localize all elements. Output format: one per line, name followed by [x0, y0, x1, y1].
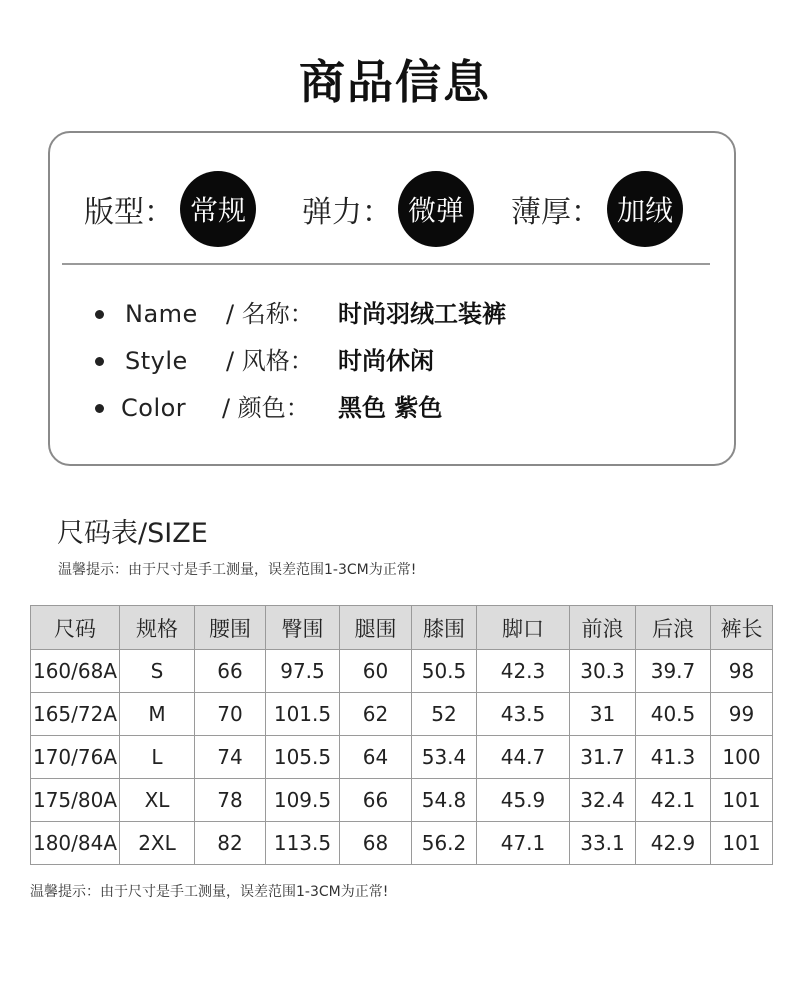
table-cell: 101 [711, 779, 773, 822]
table-cell: 82 [195, 822, 266, 865]
table-cell: 40.5 [636, 693, 711, 736]
table-header-row [31, 606, 773, 650]
table-cell: 60 [340, 650, 412, 693]
table-cell: 98 [711, 650, 773, 693]
table-cell: 101.5 [266, 693, 340, 736]
table-cell: 42.3 [477, 650, 570, 693]
table-row [31, 736, 773, 779]
table-cell: 180/84A [31, 822, 120, 865]
table-cell: 113.5 [266, 822, 340, 865]
spec-color-cn: / 颜色： [222, 394, 310, 422]
table-cell: 74 [195, 736, 266, 779]
table-cell: 42.9 [636, 822, 711, 865]
product-info-card [48, 131, 736, 466]
bullet-icon [95, 404, 104, 413]
attribute-row [50, 171, 734, 247]
table-cell: 39.7 [636, 650, 711, 693]
table-cell: 43.5 [477, 693, 570, 736]
table-row [31, 779, 773, 822]
table-cell: 64 [340, 736, 412, 779]
card-divider [62, 263, 710, 265]
attr-elasticity-badge: 微弹 [398, 171, 474, 247]
table-cell: M [120, 693, 195, 736]
table-cell: 70 [195, 693, 266, 736]
table-cell: 66 [340, 779, 412, 822]
table-cell: 105.5 [266, 736, 340, 779]
table-header-cell: 腿围 [340, 606, 412, 650]
table-cell: 41.3 [636, 736, 711, 779]
table-cell: 100 [711, 736, 773, 779]
table-header-cell: 规格 [120, 606, 195, 650]
table-cell: XL [120, 779, 195, 822]
table-cell: 50.5 [412, 650, 477, 693]
table-cell: 97.5 [266, 650, 340, 693]
table-cell: 170/76A [31, 736, 120, 779]
attr-fit-label: 版型： [84, 195, 174, 230]
table-header-cell: 尺码 [31, 606, 120, 650]
table-cell: 42.1 [636, 779, 711, 822]
attr-elasticity [302, 171, 474, 247]
spec-style-en: Style [125, 347, 188, 375]
table-cell: 99 [711, 693, 773, 736]
table-header-cell: 臀围 [266, 606, 340, 650]
table-row [31, 650, 773, 693]
spec-color-value: 黑色 紫色 [338, 394, 443, 422]
table-cell: 47.1 [477, 822, 570, 865]
table-row [31, 693, 773, 736]
table-cell: 45.9 [477, 779, 570, 822]
attr-thickness-label: 薄厚： [511, 195, 601, 230]
table-cell: 66 [195, 650, 266, 693]
measurement-tip-top: 温馨提示：由于尺寸是手工测量，误差范围1-3CM为正常! [58, 562, 417, 578]
bullet-icon [95, 310, 104, 319]
table-header-cell: 裤长 [711, 606, 773, 650]
table-cell: 175/80A [31, 779, 120, 822]
size-table [30, 605, 773, 865]
spec-style-value: 时尚休闲 [338, 347, 434, 375]
spec-color-en: Color [121, 394, 187, 422]
table-cell: 33.1 [570, 822, 636, 865]
table-cell: 54.8 [412, 779, 477, 822]
page-title: 商品信息 [299, 55, 491, 109]
table-cell: 56.2 [412, 822, 477, 865]
table-header-cell: 后浪 [636, 606, 711, 650]
table-row [31, 822, 773, 865]
spec-style [50, 343, 734, 379]
table-cell: 101 [711, 822, 773, 865]
attr-fit [84, 171, 256, 247]
table-cell: 31 [570, 693, 636, 736]
attr-thickness-badge: 加绒 [607, 171, 683, 247]
table-cell: 31.7 [570, 736, 636, 779]
table-cell: 160/68A [31, 650, 120, 693]
table-cell: 53.4 [412, 736, 477, 779]
attr-elasticity-label: 弹力： [302, 195, 392, 230]
table-cell: S [120, 650, 195, 693]
table-cell: 62 [340, 693, 412, 736]
table-cell: 109.5 [266, 779, 340, 822]
spec-color [50, 390, 734, 426]
spec-name [50, 296, 734, 332]
table-cell: 165/72A [31, 693, 120, 736]
table-cell: 44.7 [477, 736, 570, 779]
spec-name-cn: / 名称： [226, 300, 314, 328]
table-cell: 30.3 [570, 650, 636, 693]
table-header-cell: 腰围 [195, 606, 266, 650]
attr-thickness [511, 171, 683, 247]
size-chart-heading: 尺码表/SIZE [57, 518, 208, 549]
measurement-tip-bottom: 温馨提示：由于尺寸是手工测量，误差范围1-3CM为正常! [30, 884, 389, 900]
attr-fit-badge: 常规 [180, 171, 256, 247]
table-cell: 78 [195, 779, 266, 822]
table-cell: 52 [412, 693, 477, 736]
table-header-cell: 膝围 [412, 606, 477, 650]
table-cell: L [120, 736, 195, 779]
spec-style-cn: / 风格： [226, 347, 314, 375]
spec-name-value: 时尚羽绒工装裤 [338, 300, 506, 328]
table-header-cell: 前浪 [570, 606, 636, 650]
bullet-icon [95, 357, 104, 366]
table-cell: 2XL [120, 822, 195, 865]
table-cell: 68 [340, 822, 412, 865]
table-cell: 32.4 [570, 779, 636, 822]
table-header-cell: 脚口 [477, 606, 570, 650]
spec-name-en: Name [125, 300, 198, 328]
